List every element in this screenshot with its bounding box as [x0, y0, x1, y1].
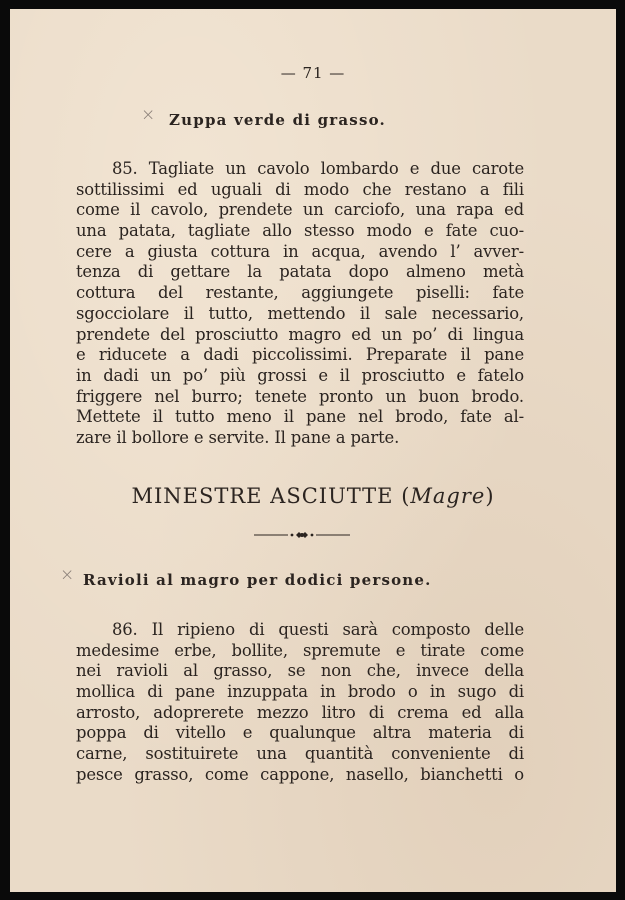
- text-line: pesce grasso, come cappone, nasello, bianchetti o: [76, 764, 524, 784]
- page-number: — 71 —: [280, 64, 346, 82]
- text-line: 86. Il ripieno di questi sarà composto delle: [112, 620, 524, 639]
- text-line: una patata, tagliate allo stesso modo e fate cuo-: [76, 221, 524, 241]
- section-title: [10, 484, 616, 508]
- text-line: friggere nel burro; tenete pronto un buon brodo.: [76, 386, 524, 406]
- recipe-85-text: [76, 159, 524, 449]
- text-line: arrosto, adoprerete mezzo litro di crema ed alla: [76, 702, 524, 722]
- pencil-x-mark: ×: [60, 565, 75, 585]
- text-line: 85. Tagliate un cavolo lombardo e due carote: [112, 159, 524, 178]
- section-title-text: MINESTRE ASCIUTTE: [131, 484, 394, 508]
- recipe-86-title: Ravioli al magro per dodici persone.: [83, 571, 432, 589]
- recipe-85-title: Zuppa verde di grasso.: [169, 111, 386, 129]
- text-line: Mettete il tutto meno il pane nel brodo, fate al-: [76, 407, 524, 427]
- close-paren: ): [485, 484, 495, 508]
- book-page: [10, 9, 616, 892]
- text-line: carne, sostituirete una quantità conveniente di: [76, 744, 524, 764]
- text-line: medesime erbe, bollite, spremute e tirate come: [76, 640, 524, 660]
- text-line: come il cavolo, prendete un carciofo, una rapa ed: [76, 200, 524, 220]
- ornament-divider: [252, 529, 352, 541]
- text-line: in dadi un po’ più grossi e il prosciutto e fatelo: [76, 365, 524, 385]
- text-line: cere a giusta cottura in acqua, avendo l’ avver-: [76, 241, 524, 261]
- recipe-86-text: [76, 620, 524, 786]
- text-line: sgocciolare il tutto, mettendo il sale necessario,: [76, 303, 524, 323]
- text-line: tenza di gettare la patata dopo almeno metà: [76, 262, 524, 282]
- text-line: nei ravioli al grasso, se non che, invece della: [76, 661, 524, 681]
- open-paren: (: [401, 484, 411, 508]
- text-line: zare il bollore e servite. Il pane a parte.: [76, 427, 400, 447]
- text-line: prendete del prosciutto magro ed un po’ di lingua: [76, 324, 524, 344]
- section-subtitle: Magre: [410, 484, 486, 508]
- text-line: poppa di vitello e qualunque altra materia di: [76, 723, 524, 743]
- text-line: mollica di pane inzuppata in brodo o in sugo di: [76, 682, 524, 702]
- text-line: e riducete a dadi piccolissimi. Preparate il pane: [76, 345, 524, 365]
- text-line: cottura del restante, aggiungete piselli: fate: [76, 283, 524, 303]
- text-line: sottilissimi ed uguali di modo che restano a fili: [76, 179, 524, 199]
- pencil-x-mark: ×: [141, 105, 156, 125]
